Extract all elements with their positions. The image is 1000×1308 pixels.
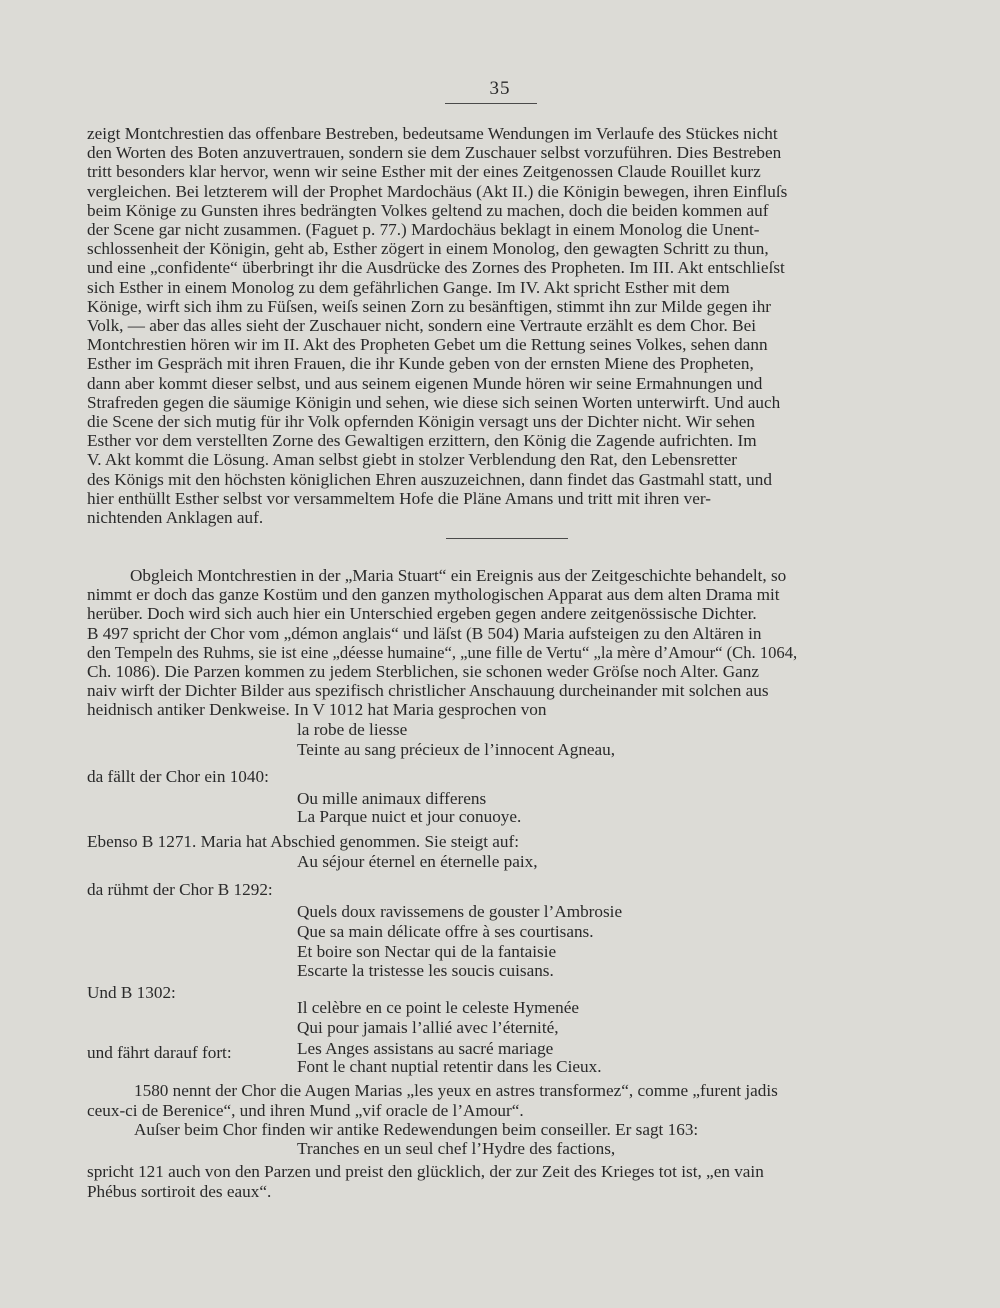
verse-line: Ou mille animaux differens (297, 789, 487, 808)
verse-line: Les Anges assistans au sacré mariage (297, 1039, 554, 1058)
cue-line: da fällt der Chor ein 1040: (87, 767, 269, 786)
text-line: Esther vor dem verstellten Zorne des Gewaltigen erzittern, den König die Zagende aufrichten. Im (87, 431, 757, 451)
text-line: zeigt Montchrestien das offenbare Bestreben, bedeutsame Wendungen im Verlaufe des Stückes nicht (87, 124, 778, 143)
text-line: Strafreden gegen die säumige Königin und sehen, wie diese sich seinen Worten unterwirft. Und auch (87, 392, 781, 412)
text-line: die Scene der sich mutig für ihr Volk opfernden Königin versagt uns der Dichter nicht. Wir sehen (87, 412, 756, 432)
text-line: den Tempeln des Ruhms, sie ist eine „déesse humaine“, „une fille de Vertu“ „la mère d’Amour“ (Ch. 1064, (87, 642, 798, 662)
verse-line: Escarte la tristesse les soucis cuisans. (297, 961, 554, 980)
text-line: hier enthüllt Esther selbst vor versammeltem Hofe die Pläne Amans und tritt mit ihren ver- (87, 488, 711, 508)
text-line: sich Esther in einem Monolog zu dem gefährlichen Gange. Im IV. Akt spricht Esther mit dem (87, 277, 730, 297)
verse-line: Teinte au sang précieux de l’innocent Agneau, (297, 740, 616, 759)
text-line: herüber. Doch wird sich auch hier ein Unterschied ergeben gegen andere zeitgenössische Dichter. (87, 604, 757, 624)
text-line: der Scene gar nicht zusammen. (Faguet p. 77.) Mardochäus beklagt in einem Monolog die Unent- (87, 220, 760, 240)
text-line: Obgleich Montchrestien in der „Maria Stuart“ ein Ereignis aus der Zeitgeschichte behandelt, so (130, 566, 787, 585)
text-line: Könige, wirft sich ihm zu Füſsen, weiſs seinen Zorn zu besänftigen, stimmt ihn zur Milde gegen ihr (87, 296, 772, 316)
verse-line: Au séjour éternel en éternelle paix, (297, 852, 538, 871)
text-line: Auſser beim Chor finden wir antike Redewendungen beim conseiller. Er sagt 163: (134, 1120, 699, 1139)
text-line: spricht 121 auch von den Parzen und preist den glücklich, der zur Zeit des Krieges tot ist, „en vain (87, 1162, 764, 1181)
text-line: schlossenheit der Königin, geht ab, Esther zögert in einem Monolog, den gewagten Schritt zu thun, (87, 239, 769, 259)
header-rule (445, 103, 537, 104)
text-line: Ch. 1086). Die Parzen kommen zu jedem Sterblichen, sie schonen weder Gröſse noch Alter. Ganz (87, 662, 760, 682)
text-line: ceux-ci de Berenice“, und ihren Mund „vif oracle de l’Amour“. (87, 1101, 524, 1120)
text-line: des Königs mit den höchsten königlichen Ehren auszuzeichnen, dann findet das Gastmahl statt, und (87, 469, 772, 489)
verse-line: Tranches en un seul chef l’Hydre des factions, (297, 1139, 616, 1158)
verse-line: la robe de liesse (297, 720, 408, 739)
verse-line: Font le chant nuptial retentir dans les Cieux. (297, 1057, 602, 1076)
text-line: V. Akt kommt die Lösung. Aman selbst giebt in stolzer Verblendung den Rat, den Lebensretter (87, 450, 737, 470)
text-line: Phébus sortiroit des eaux“. (87, 1182, 272, 1201)
text-line: Esther im Gespräch mit ihren Frauen, die ihr Kunde geben von der ernsten Miene des Propheten, (87, 354, 754, 374)
cue-line: Und B 1302: (87, 983, 176, 1002)
verse-line: Et boire son Nectar qui de la fantaisie (297, 942, 557, 961)
paragraph-maria-stuart (87, 566, 907, 720)
section-divider (446, 538, 568, 539)
cue-line: da rühmt der Chor B 1292: (87, 880, 273, 899)
text-line: vergleichen. Bei letzterem will der Prophet Mardochäus (Akt II.) die Königin bewegen, ihren Einfluſs (87, 181, 788, 201)
text-line: B 497 spricht der Chor vom „démon anglais“ und läſst (B 504) Maria aufsteigen zu den Altären in (87, 623, 762, 643)
verse-line: Il celèbre en ce point le celeste Hymenée (297, 998, 580, 1017)
text-line: 1580 nennt der Chor die Augen Marias „les yeux en astres transformez“, comme „furent jadis (134, 1081, 778, 1100)
verse-line: Qui pour jamais l’allié avec l’éternité, (297, 1018, 559, 1037)
cue-line: Ebenso B 1271. Maria hat Abschied genommen. Sie steigt auf: (87, 832, 519, 851)
text-line: Montchrestien hören wir im II. Akt des Propheten Gebet um die Rettung seines Volkes, sehen dann (87, 335, 768, 355)
cue-line: und fährt darauf fort: (87, 1043, 232, 1062)
text-line: Volk, — aber das alles sieht der Zuschauer nicht, sondern eine Vertraute erzählt es dem Chor. Bei (87, 316, 756, 336)
text-line: tritt besonders klar hervor, wenn wir seine Esther mit der eines Zeitgenossen Claude Rouillet kurz (87, 162, 761, 182)
text-line: naiv wirft der Dichter Bilder aus spezifisch christlicher Anschauung durcheinander mit solchen aus (87, 681, 769, 701)
paragraph-esther (87, 124, 907, 527)
text-line: nichtenden Anklagen auf. (87, 508, 264, 528)
text-line: und eine „confidente“ überbringt ihr die Ausdrücke des Zornes des Propheten. Im III. Akt entschlieſst (87, 258, 785, 278)
verse-line: Que sa main délicate offre à ses courtisans. (297, 922, 594, 941)
verse-line: La Parque nuict et jour conuoye. (297, 807, 522, 826)
text-line: heidnisch antiker Denkweise. In V 1012 hat Maria gesprochen von (87, 700, 547, 720)
text-line: dann aber kommt dieser selbst, und aus seinem eigenen Munde hören wir seine Ermahnungen und (87, 373, 763, 393)
text-line: beim Könige zu Gunsten ihres bedrängten Volkes geltend zu machen, doch die beiden kommen auf (87, 200, 769, 220)
page-number: 35 (489, 78, 511, 99)
text-line: den Worten des Boten anzuvertrauen, sondern sie dem Zuschauer selbst vorzuführen. Dies Bestreben (87, 143, 782, 163)
text-line: nimmt er doch das ganze Kostüm und den ganzen mythologischen Apparat aus dem alten Drama mit (87, 585, 780, 605)
verse-line: Quels doux ravissemens de gouster l’Ambrosie (297, 902, 623, 921)
